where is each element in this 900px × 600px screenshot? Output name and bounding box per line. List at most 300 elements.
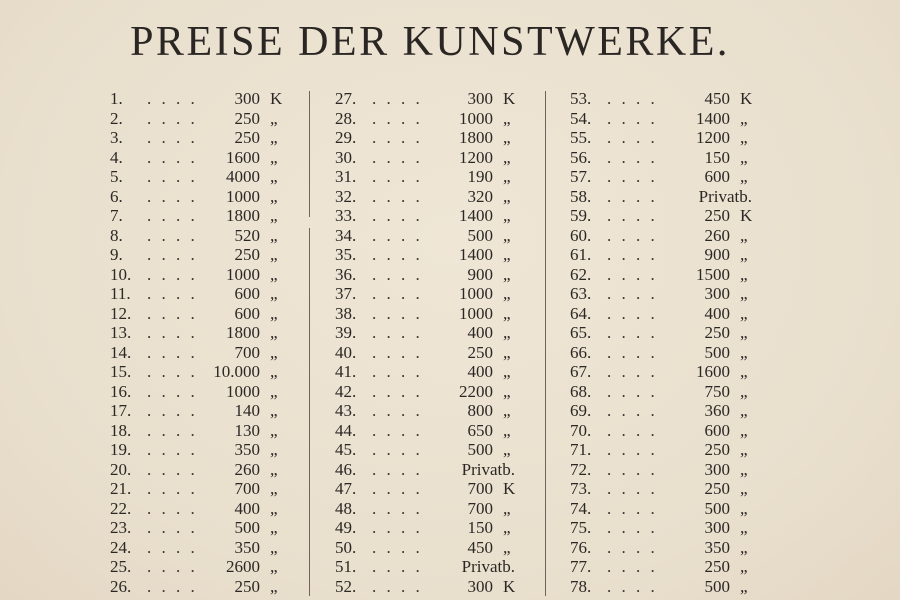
leader-dots: . . . . <box>147 342 198 362</box>
price-value: 300 <box>467 89 493 108</box>
ditto-mark: „ <box>270 420 278 440</box>
price-value: 500 <box>234 518 260 538</box>
price-row <box>570 440 770 460</box>
leader-dots: . . . . <box>607 557 658 577</box>
item-number: 24. <box>110 537 132 557</box>
price-row <box>335 187 535 207</box>
price-value: 520 <box>234 225 260 245</box>
ditto-mark: „ <box>503 342 511 362</box>
leader-dots: . . . . <box>372 167 423 187</box>
price-value: 250 <box>704 440 730 460</box>
item-number: 53. <box>570 89 592 108</box>
ditto-mark: „ <box>503 167 511 187</box>
leader-dots: . . . . <box>607 89 658 108</box>
leader-dots: . . . . <box>372 576 423 596</box>
price-row <box>335 265 535 285</box>
currency-unit: K <box>740 89 753 108</box>
leader-dots: . . . . <box>372 440 423 460</box>
price-row <box>110 167 300 187</box>
item-number: 17. <box>110 401 132 421</box>
item-number: 68. <box>570 381 592 401</box>
leader-dots: . . . . <box>372 518 423 538</box>
leader-dots: . . . . <box>372 284 423 304</box>
item-number: 64. <box>570 303 592 323</box>
price-value: 300 <box>234 89 260 108</box>
item-number: 75. <box>570 518 592 538</box>
item-number: 59. <box>570 206 592 226</box>
item-number: 16. <box>110 381 132 401</box>
currency-unit: K <box>503 479 516 499</box>
price-value: 700 <box>467 479 493 499</box>
leader-dots: . . . . <box>372 303 423 323</box>
ditto-mark: „ <box>503 362 511 382</box>
ditto-mark: „ <box>270 479 278 499</box>
price-row <box>335 401 535 421</box>
leader-dots: . . . . <box>147 576 198 596</box>
ditto-mark: „ <box>503 147 511 167</box>
column-divider-2 <box>545 91 546 596</box>
price-value: 400 <box>704 303 730 323</box>
currency-unit: K <box>503 89 516 108</box>
price-value: 130 <box>234 420 260 440</box>
leader-dots: . . . . <box>607 167 658 187</box>
leader-dots: . . . . <box>147 245 198 265</box>
ditto-mark: „ <box>270 108 278 128</box>
price-row <box>335 245 535 265</box>
ditto-mark: „ <box>503 381 511 401</box>
price-value: 600 <box>704 167 730 187</box>
ditto-mark: „ <box>270 225 278 245</box>
ditto-mark: „ <box>270 284 278 304</box>
price-row <box>335 148 535 168</box>
item-number: 63. <box>570 284 592 304</box>
leader-dots: . . . . <box>607 381 658 401</box>
leader-dots: . . . . <box>607 518 658 538</box>
ditto-mark: „ <box>270 342 278 362</box>
price-row <box>570 167 770 187</box>
price-row <box>335 440 535 460</box>
price-row <box>335 128 535 148</box>
currency-unit: K <box>740 206 753 226</box>
leader-dots: . . . . <box>607 284 658 304</box>
price-value: 1000 <box>459 284 493 304</box>
item-number: 43. <box>335 401 357 421</box>
price-value: 350 <box>234 440 260 460</box>
item-number: 11. <box>110 284 131 304</box>
item-number: 70. <box>570 420 592 440</box>
leader-dots: . . . . <box>372 206 423 226</box>
price-value: 600 <box>234 284 260 304</box>
leader-dots: . . . . <box>372 362 423 382</box>
leader-dots: . . . . <box>372 225 423 245</box>
item-number: 52. <box>335 576 357 596</box>
price-row <box>335 557 535 577</box>
item-number: 12. <box>110 303 132 323</box>
ditto-mark: „ <box>270 323 278 343</box>
price-row <box>110 109 300 129</box>
leader-dots: . . . . <box>607 342 658 362</box>
item-number: 3. <box>110 128 123 148</box>
ditto-mark: „ <box>740 479 748 499</box>
item-number: 67. <box>570 362 592 382</box>
price-value: 650 <box>467 420 493 440</box>
price-value: 250 <box>704 557 730 577</box>
leader-dots: . . . . <box>372 420 423 440</box>
ditto-mark: „ <box>270 245 278 265</box>
price-value: 300 <box>704 518 730 538</box>
leader-dots: . . . . <box>147 498 198 518</box>
price-row <box>110 421 300 441</box>
ditto-mark: „ <box>270 381 278 401</box>
item-number: 1. <box>110 89 123 108</box>
price-row <box>570 265 770 285</box>
price-value: 1200 <box>696 128 730 148</box>
item-number: 22. <box>110 498 132 518</box>
price-row <box>570 460 770 480</box>
price-row <box>335 323 535 343</box>
leader-dots: . . . . <box>147 362 198 382</box>
price-row <box>110 187 300 207</box>
price-value: Privatb. <box>461 459 515 479</box>
leader-dots: . . . . <box>607 147 658 167</box>
ditto-mark: „ <box>503 323 511 343</box>
page-title: PREISE DER KUNSTWERKE. <box>130 19 730 65</box>
price-value: 320 <box>467 186 493 206</box>
price-row <box>570 362 770 382</box>
price-value: 350 <box>704 537 730 557</box>
leader-dots: . . . . <box>147 323 198 343</box>
ditto-mark: „ <box>740 440 748 460</box>
price-column-1 <box>110 89 300 596</box>
ditto-mark: „ <box>270 147 278 167</box>
price-value: 1600 <box>696 362 730 382</box>
leader-dots: . . . . <box>372 128 423 148</box>
item-number: 48. <box>335 498 357 518</box>
price-row <box>335 460 535 480</box>
price-value: 500 <box>704 576 730 596</box>
ditto-mark: „ <box>503 420 511 440</box>
item-number: 9. <box>110 245 123 265</box>
price-value: 1800 <box>226 206 260 226</box>
price-row <box>570 304 770 324</box>
leader-dots: . . . . <box>607 498 658 518</box>
price-row <box>335 538 535 558</box>
price-row <box>110 460 300 480</box>
ditto-mark: „ <box>740 245 748 265</box>
item-number: 27. <box>335 89 357 108</box>
ditto-mark: „ <box>740 342 748 362</box>
item-number: 4. <box>110 147 123 167</box>
ditto-mark: „ <box>503 108 511 128</box>
ditto-mark: „ <box>270 186 278 206</box>
price-value: 500 <box>467 225 493 245</box>
leader-dots: . . . . <box>607 303 658 323</box>
price-value: 450 <box>467 537 493 557</box>
item-number: 50. <box>335 537 357 557</box>
price-value: 250 <box>704 323 730 343</box>
price-row <box>110 440 300 460</box>
item-number: 56. <box>570 147 592 167</box>
leader-dots: . . . . <box>372 459 423 479</box>
leader-dots: . . . . <box>147 518 198 538</box>
ditto-mark: „ <box>740 576 748 596</box>
leader-dots: . . . . <box>607 245 658 265</box>
price-row <box>335 343 535 363</box>
price-value: Privatb. <box>461 557 515 577</box>
price-column-3 <box>570 89 770 596</box>
item-number: 35. <box>335 245 357 265</box>
leader-dots: . . . . <box>372 557 423 577</box>
ditto-mark: „ <box>270 167 278 187</box>
item-number: 40. <box>335 342 357 362</box>
price-row <box>110 128 300 148</box>
item-number: 15. <box>110 362 132 382</box>
price-value: 700 <box>234 479 260 499</box>
price-row <box>335 206 535 226</box>
column-divider-1b <box>309 228 310 596</box>
item-number: 5. <box>110 167 123 187</box>
price-row <box>110 89 300 109</box>
ditto-mark: „ <box>270 537 278 557</box>
ditto-mark: „ <box>740 167 748 187</box>
leader-dots: . . . . <box>147 557 198 577</box>
item-number: 23. <box>110 518 132 538</box>
leader-dots: . . . . <box>372 89 423 108</box>
price-row <box>335 89 535 109</box>
price-row <box>335 304 535 324</box>
price-value: 2200 <box>459 381 493 401</box>
ditto-mark: „ <box>740 381 748 401</box>
ditto-mark: „ <box>270 362 278 382</box>
price-value: 350 <box>234 537 260 557</box>
leader-dots: . . . . <box>147 128 198 148</box>
price-row <box>110 148 300 168</box>
ditto-mark: „ <box>503 128 511 148</box>
price-value: 400 <box>467 323 493 343</box>
ditto-mark: „ <box>503 206 511 226</box>
price-row <box>110 518 300 538</box>
price-value: 400 <box>467 362 493 382</box>
price-row <box>570 343 770 363</box>
item-number: 36. <box>335 264 357 284</box>
ditto-mark: „ <box>740 537 748 557</box>
ditto-mark: „ <box>270 128 278 148</box>
price-row <box>570 382 770 402</box>
price-value: 250 <box>234 245 260 265</box>
ditto-mark: „ <box>740 362 748 382</box>
ditto-mark: „ <box>740 303 748 323</box>
item-number: 61. <box>570 245 592 265</box>
leader-dots: . . . . <box>607 186 658 206</box>
item-number: 46. <box>335 459 357 479</box>
leader-dots: . . . . <box>607 362 658 382</box>
leader-dots: . . . . <box>147 147 198 167</box>
price-value: 750 <box>704 381 730 401</box>
item-number: 8. <box>110 225 123 245</box>
ditto-mark: „ <box>503 498 511 518</box>
price-row <box>335 167 535 187</box>
price-value: 600 <box>234 303 260 323</box>
leader-dots: . . . . <box>607 459 658 479</box>
price-row <box>570 245 770 265</box>
leader-dots: . . . . <box>372 108 423 128</box>
ditto-mark: „ <box>740 225 748 245</box>
ditto-mark: „ <box>503 537 511 557</box>
item-number: 78. <box>570 576 592 596</box>
currency-unit: K <box>503 576 516 596</box>
price-value: 450 <box>704 89 730 108</box>
price-row <box>335 284 535 304</box>
ditto-mark: „ <box>270 206 278 226</box>
price-value: 400 <box>234 498 260 518</box>
leader-dots: . . . . <box>372 401 423 421</box>
item-number: 7. <box>110 206 123 226</box>
item-number: 55. <box>570 128 592 148</box>
ditto-mark: „ <box>740 323 748 343</box>
price-row <box>570 557 770 577</box>
price-row <box>110 382 300 402</box>
item-number: 66. <box>570 342 592 362</box>
price-row <box>110 401 300 421</box>
leader-dots: . . . . <box>372 186 423 206</box>
leader-dots: . . . . <box>147 206 198 226</box>
item-number: 33. <box>335 206 357 226</box>
item-number: 31. <box>335 167 357 187</box>
leader-dots: . . . . <box>147 167 198 187</box>
ditto-mark: „ <box>503 518 511 538</box>
leader-dots: . . . . <box>607 128 658 148</box>
price-row <box>570 518 770 538</box>
leader-dots: . . . . <box>147 381 198 401</box>
price-row <box>335 382 535 402</box>
ditto-mark: „ <box>740 264 748 284</box>
price-value: 600 <box>704 420 730 440</box>
price-value: 10.000 <box>213 362 260 382</box>
price-row <box>570 89 770 109</box>
leader-dots: . . . . <box>372 537 423 557</box>
ditto-mark: „ <box>740 518 748 538</box>
price-row <box>570 226 770 246</box>
price-row <box>570 109 770 129</box>
item-number: 57. <box>570 167 592 187</box>
price-value: 260 <box>234 459 260 479</box>
ditto-mark: „ <box>740 128 748 148</box>
price-value: 260 <box>704 225 730 245</box>
price-row <box>335 226 535 246</box>
currency-unit: K <box>270 89 283 108</box>
price-value: 300 <box>704 459 730 479</box>
item-number: 28. <box>335 108 357 128</box>
item-number: 62. <box>570 264 592 284</box>
price-row <box>570 206 770 226</box>
item-number: 2. <box>110 108 123 128</box>
item-number: 71. <box>570 440 592 460</box>
price-value: 250 <box>467 342 493 362</box>
price-value: Privatb. <box>698 186 752 206</box>
price-row <box>335 518 535 538</box>
ditto-mark: „ <box>503 186 511 206</box>
leader-dots: . . . . <box>147 401 198 421</box>
price-value: 1800 <box>459 128 493 148</box>
price-value: 1800 <box>226 323 260 343</box>
ditto-mark: „ <box>503 440 511 460</box>
price-value: 800 <box>467 401 493 421</box>
price-value: 1000 <box>226 186 260 206</box>
price-row <box>335 421 535 441</box>
item-number: 47. <box>335 479 357 499</box>
leader-dots: . . . . <box>607 264 658 284</box>
item-number: 6. <box>110 186 123 206</box>
price-value: 500 <box>704 498 730 518</box>
price-row <box>570 421 770 441</box>
price-value: 1400 <box>696 108 730 128</box>
ditto-mark: „ <box>503 303 511 323</box>
leader-dots: . . . . <box>147 479 198 499</box>
price-row <box>110 226 300 246</box>
item-number: 60. <box>570 225 592 245</box>
price-value: 500 <box>704 342 730 362</box>
price-row <box>335 499 535 519</box>
leader-dots: . . . . <box>372 245 423 265</box>
price-value: 140 <box>234 401 260 421</box>
price-value: 1000 <box>226 381 260 401</box>
leader-dots: . . . . <box>372 342 423 362</box>
price-row <box>110 284 300 304</box>
ditto-mark: „ <box>740 284 748 304</box>
leader-dots: . . . . <box>147 440 198 460</box>
item-number: 45. <box>335 440 357 460</box>
leader-dots: . . . . <box>147 303 198 323</box>
price-row <box>335 109 535 129</box>
price-value: 300 <box>704 284 730 304</box>
leader-dots: . . . . <box>607 420 658 440</box>
price-row <box>335 577 535 597</box>
ditto-mark: „ <box>270 264 278 284</box>
item-number: 14. <box>110 342 132 362</box>
item-number: 18. <box>110 420 132 440</box>
price-row <box>570 577 770 597</box>
leader-dots: . . . . <box>372 479 423 499</box>
leader-dots: . . . . <box>147 108 198 128</box>
ditto-mark: „ <box>270 576 278 596</box>
price-value: 1400 <box>459 245 493 265</box>
price-row <box>110 538 300 558</box>
price-value: 700 <box>234 342 260 362</box>
leader-dots: . . . . <box>607 225 658 245</box>
ditto-mark: „ <box>740 147 748 167</box>
price-row <box>570 128 770 148</box>
ditto-mark: „ <box>270 303 278 323</box>
leader-dots: . . . . <box>607 323 658 343</box>
item-number: 51. <box>335 557 357 577</box>
item-number: 25. <box>110 557 132 577</box>
ditto-mark: „ <box>270 498 278 518</box>
price-row <box>110 577 300 597</box>
price-row <box>110 323 300 343</box>
item-number: 42. <box>335 381 357 401</box>
price-row <box>110 479 300 499</box>
price-value: 1000 <box>459 303 493 323</box>
price-row <box>570 284 770 304</box>
price-value: 1400 <box>459 206 493 226</box>
leader-dots: . . . . <box>607 108 658 128</box>
price-value: 250 <box>704 479 730 499</box>
item-number: 32. <box>335 186 357 206</box>
leader-dots: . . . . <box>147 537 198 557</box>
leader-dots: . . . . <box>372 264 423 284</box>
price-value: 250 <box>234 128 260 148</box>
item-number: 77. <box>570 557 592 577</box>
